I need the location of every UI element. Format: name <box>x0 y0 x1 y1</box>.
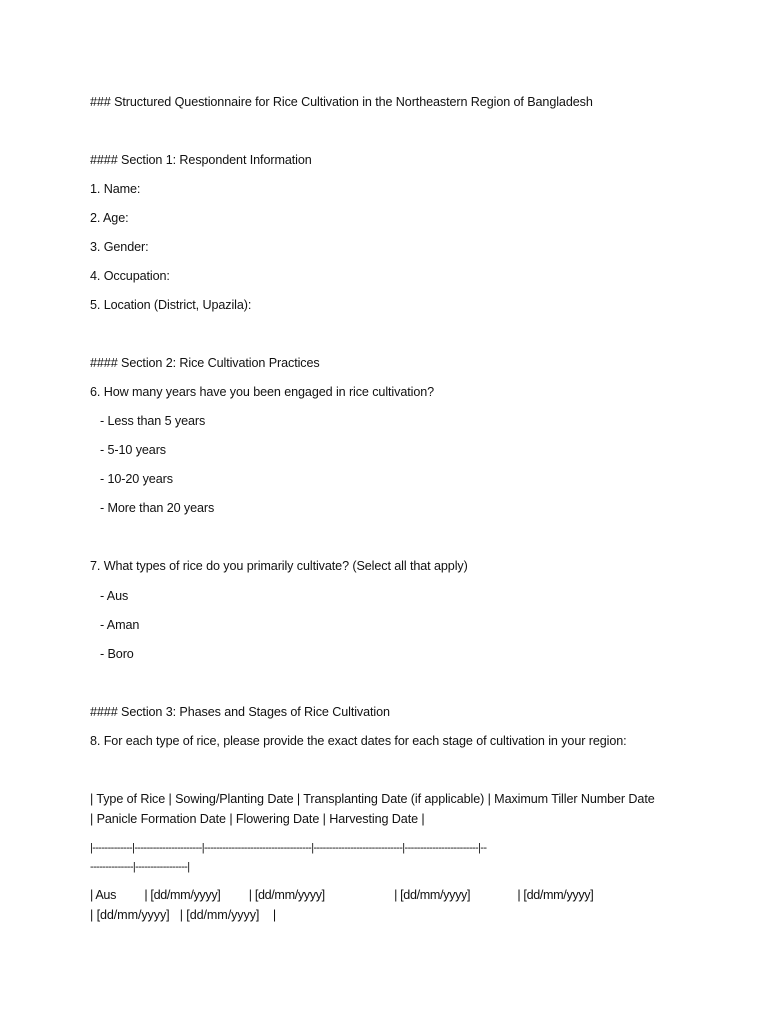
document-title: ### Structured Questionnaire for Rice Cultivation in the Northeastern Region of Bangladesh <box>90 95 593 109</box>
q6-option-less-than-5: - Less than 5 years <box>100 414 206 428</box>
question-6: 6. How many years have you been engaged in rice cultivation? <box>90 385 435 399</box>
table-header-row-line-2: | Panicle Formation Date | Flowering Date | Harvesting Date | <box>90 812 425 826</box>
section-3-heading: #### Section 3: Phases and Stages of Rice Cultivation <box>90 705 390 719</box>
table-separator-line-2: --------------|-----------------| <box>90 861 190 873</box>
section-2-heading: #### Section 2: Rice Cultivation Practices <box>90 356 320 370</box>
respondent-age-field: 2. Age: <box>90 211 129 225</box>
respondent-occupation-field: 4. Occupation: <box>90 269 170 283</box>
q6-option-more-than-20: - More than 20 years <box>100 501 215 515</box>
table-separator-line-1: |-------------|----------------------|-----------------------------------|-----------------------------|------------------------|-- <box>90 842 487 854</box>
table-row-aus-line-2: | [dd/mm/yyyy] | [dd/mm/yyyy] | <box>90 908 277 922</box>
question-8: 8. For each type of rice, please provide the exact dates for each stage of cultivation in your region: <box>90 734 627 748</box>
q7-option-boro: - Boro <box>100 647 134 661</box>
q6-option-10-20: - 10-20 years <box>100 472 173 486</box>
table-header-row-line-1: | Type of Rice | Sowing/Planting Date | Transplanting Date (if applicable) | Maximum Tiller Number Date <box>90 792 655 806</box>
q7-option-aus: - Aus <box>100 589 129 603</box>
section-1-heading: #### Section 1: Respondent Information <box>90 153 312 167</box>
q7-option-aman: - Aman <box>100 618 140 632</box>
respondent-gender-field: 3. Gender: <box>90 240 149 254</box>
q6-option-5-10: - 5-10 years <box>100 443 166 457</box>
respondent-location-field: 5. Location (District, Upazila): <box>90 298 252 312</box>
table-row-aus-line-1: | Aus | [dd/mm/yyyy] | [dd/mm/yyyy] | [dd/mm/yyyy] | [dd/mm/yyyy] <box>90 888 594 902</box>
question-7: 7. What types of rice do you primarily cultivate? (Select all that apply) <box>90 559 468 573</box>
respondent-name-field: 1. Name: <box>90 182 141 196</box>
